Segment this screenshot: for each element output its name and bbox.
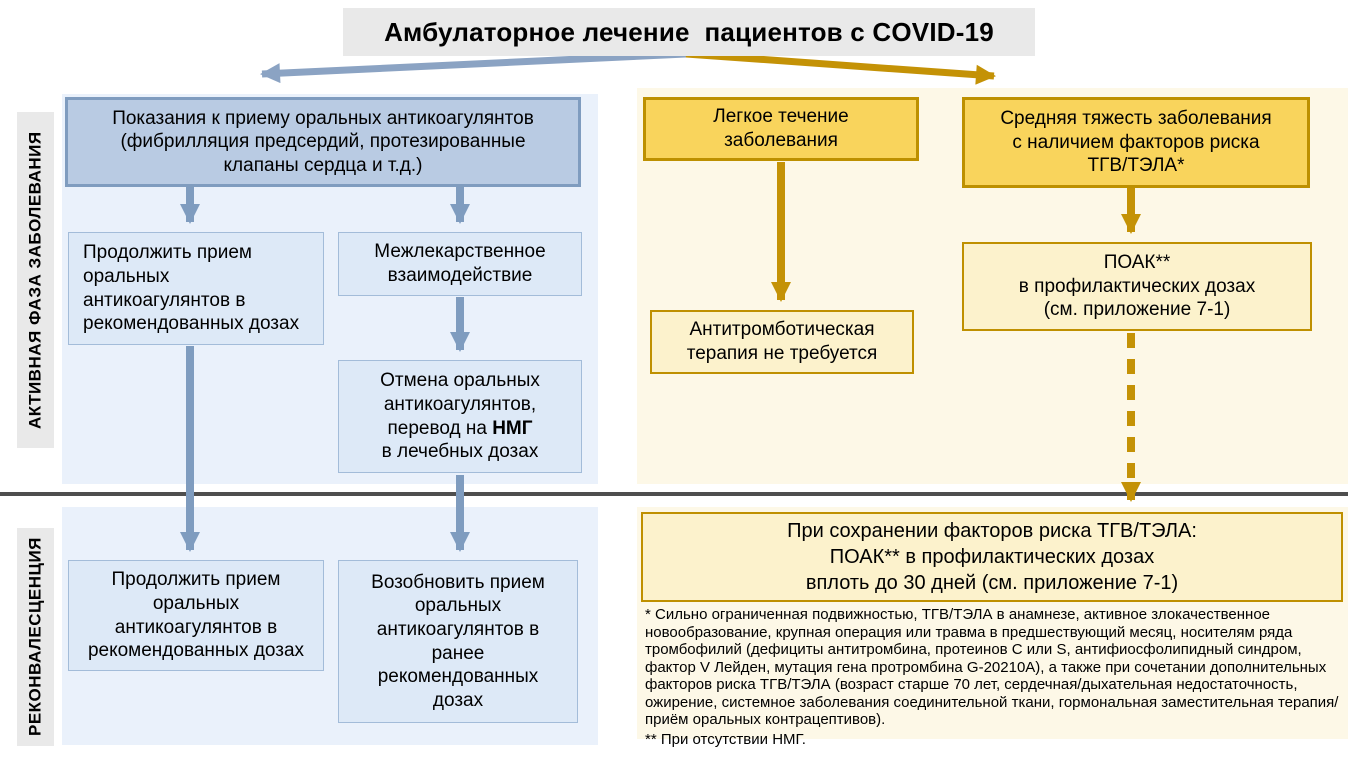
poak-prophylactic-box: ПОАК** в профилактических дозах (см. приложение 7-1) [962,242,1312,331]
reconvalescence-label: РЕКОНВАЛЕСЦЕНЦИЯ [17,528,54,746]
drug-interaction-box: Межлекарственное взаимодействие [338,232,582,296]
continue-oac-box: Продолжить прием оральных антикоагулянтов в рекомендованных дозах [68,232,324,345]
cancel-oac-line1: Отмена оральных [380,370,540,392]
footnote-asterisk: * Сильно ограниченная подвижностью, ТГВ/ТЭЛА в анамнезе, активное злокачественное новообразование, крупная операция или травма в предшествующий месяц, носителям ряда тромбофилий (дефициты антитромбина, протеинов C или S, антифиосфолипидный синдром, фактор V Лейден, мутация гена протромбина G-20210A), а также при сочетании дополнительных факторов риска ТГВ/ТЭЛА (возраст старше 70 лет, сердечная/дыхательная недостаточность, ожирение, системное заболевания соединительной ткани, гормональная заместительная терапия/приём оральных контрацептивов). [645,606,1339,729]
phase-divider-line [0,492,1348,496]
persisting-risk-box: При сохранении факторов риска ТГВ/ТЭЛА: ПОАК** в профилактических дозах вплоть до 30 дней (см. приложение 7-1) [641,512,1343,602]
moderate-course-box: Средняя тяжесть заболевания с наличием факторов риска ТГВ/ТЭЛА* [962,97,1310,188]
arrow-title-to-left-branch [262,54,686,74]
cancel-oac-line2: антикоагулянтов, [383,393,537,415]
footnotes [645,606,1345,750]
footnote-double-asterisk: ** При отсутствии НМГ. [645,730,806,748]
continue-oac-recovery-box: Продолжить прием оральных антикоагулянтов в рекомендованных дозах [68,560,324,671]
arrow-title-to-right-branch [686,54,994,76]
no-therapy-box: Антитромботическая терапия не требуется [650,310,914,374]
cancel-oac-line4: в лечебных дозах [381,441,539,463]
nmg-bold-text: НМГ [492,417,533,439]
cancel-oac-box [338,360,582,473]
active-phase-label: АКТИВНАЯ ФАЗА ЗАБОЛЕВАНИЯ [17,112,54,448]
page-title: Амбулаторное лечение пациентов с COVID-19 [343,8,1035,56]
cancel-oac-line3: перевод на НМГ [387,417,533,439]
resume-oac-box: Возобновить прием оральных антикоагулянтов в ранее рекомендованных дозах [338,560,578,723]
mild-course-box: Легкое течение заболевания [643,97,919,161]
indication-box: Показания к приему оральных антикоагулянтов (фибрилляция предсердий, протезированные клапаны сердца и т.д.) [65,97,581,187]
